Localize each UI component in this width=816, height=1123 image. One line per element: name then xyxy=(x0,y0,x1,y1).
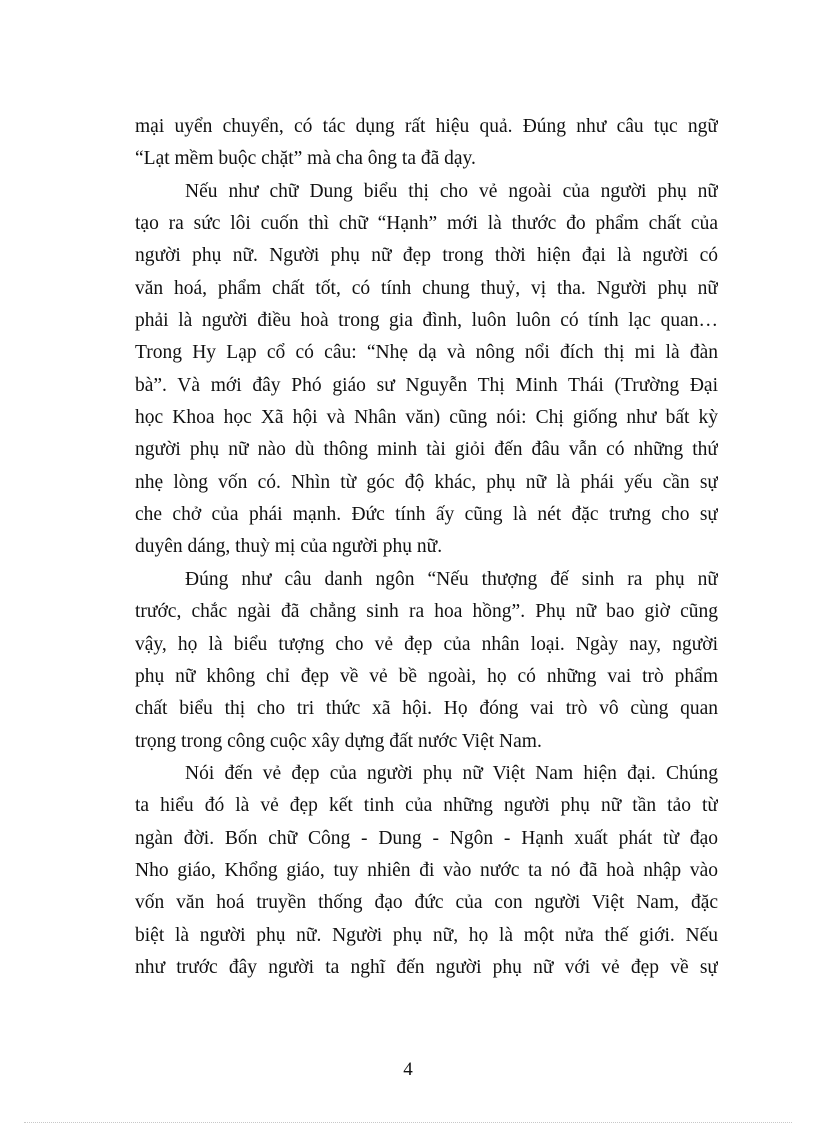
text-line: Nho giáo, Khổng giáo, tuy nhiên đi vào nước ta nó đã hoà nhập vào xyxy=(135,859,718,881)
text-line: như trước đây người ta nghĩ đến người phụ nữ với vẻ đẹp về sự xyxy=(135,956,718,978)
text-line: học Khoa học Xã hội và Nhân văn) cũng nói: Chị giống như bất kỳ xyxy=(135,407,718,429)
text-line: văn hoá, phẩm chất tốt, có tính chung thuỷ, vị tha. Người phụ nữ xyxy=(135,277,718,299)
page-number: 4 xyxy=(403,1059,413,1080)
text-line: biệt là người phụ nữ. Người phụ nữ, họ là một nửa thế giới. Nếu xyxy=(135,924,718,946)
text-line: Nếu như chữ Dung biểu thị cho vẻ ngoài của người phụ nữ xyxy=(185,180,718,202)
text-line: chất biểu thị cho tri thức xã hội. Họ đóng vai trò vô cùng quan xyxy=(135,698,718,720)
text-line: người phụ nữ nào dù thông minh tài giỏi đến đâu vẫn có những thứ xyxy=(135,439,718,461)
text-line: trước, chắc ngài đã chẳng sinh ra hoa hồng”. Phụ nữ bao giờ cũng xyxy=(135,601,718,623)
text-line: trọng trong công cuộc xây dựng đất nước Việt Nam. xyxy=(135,730,542,752)
text-line: ta hiểu đó là vẻ đẹp kết tinh của những người phụ nữ tần tảo từ xyxy=(135,795,718,817)
text-line: Trong Hy Lạp cổ có câu: “Nhẹ dạ và nông nổi đích thị mi là đàn xyxy=(135,342,718,364)
text-line: vốn văn hoá truyền thống đạo đức của con người Việt Nam, đặc xyxy=(135,892,718,914)
text-line: vậy, họ là biểu tượng cho vẻ đẹp của nhân loại. Ngày nay, người xyxy=(135,633,718,655)
text-line: bà”. Và mới đây Phó giáo sư Nguyễn Thị Minh Thái (Trường Đại xyxy=(135,374,718,396)
text-line: Đúng như câu danh ngôn “Nếu thượng đế sinh ra phụ nữ xyxy=(185,568,718,590)
text-line: Nói đến vẻ đẹp của người phụ nữ Việt Nam hiện đại. Chúng xyxy=(185,762,718,784)
text-line: người phụ nữ. Người phụ nữ đẹp trong thời hiện đại là người có xyxy=(135,245,718,267)
text-line: phải là người điều hoà trong gia đình, luôn luôn có tính lạc quan… xyxy=(135,310,718,332)
body-text xyxy=(135,111,718,984)
paragraph-1 xyxy=(135,111,718,176)
text-line: mại uyển chuyển, có tác dụng rất hiệu quả. Đúng như câu tục ngữ xyxy=(135,116,718,137)
text-line: ngàn đời. Bốn chữ Công - Dung - Ngôn - Hạnh xuất phát từ đạo xyxy=(135,827,718,849)
paragraph-4 xyxy=(135,758,718,984)
paragraph-3 xyxy=(135,564,718,758)
text-line: duyên dáng, thuỳ mị của người phụ nữ. xyxy=(135,536,443,558)
text-line: phụ nữ không chỉ đẹp về vẻ bề ngoài, họ có những vai trò phẩm xyxy=(135,665,718,687)
paragraph-2 xyxy=(135,176,718,564)
text-line: “Lạt mềm buộc chặt” mà cha ông ta đã dạy. xyxy=(135,148,476,170)
text-line: tạo ra sức lôi cuốn thì chữ “Hạnh” mới là thước đo phẩm chất của xyxy=(135,213,718,235)
text-line: nhẹ lòng vốn có. Nhìn từ góc độ khác, phụ nữ là phái yếu cần sự xyxy=(135,471,718,493)
text-line: che chở của phái mạnh. Đức tính ấy cũng là nét đặc trưng cho sự xyxy=(135,504,718,526)
